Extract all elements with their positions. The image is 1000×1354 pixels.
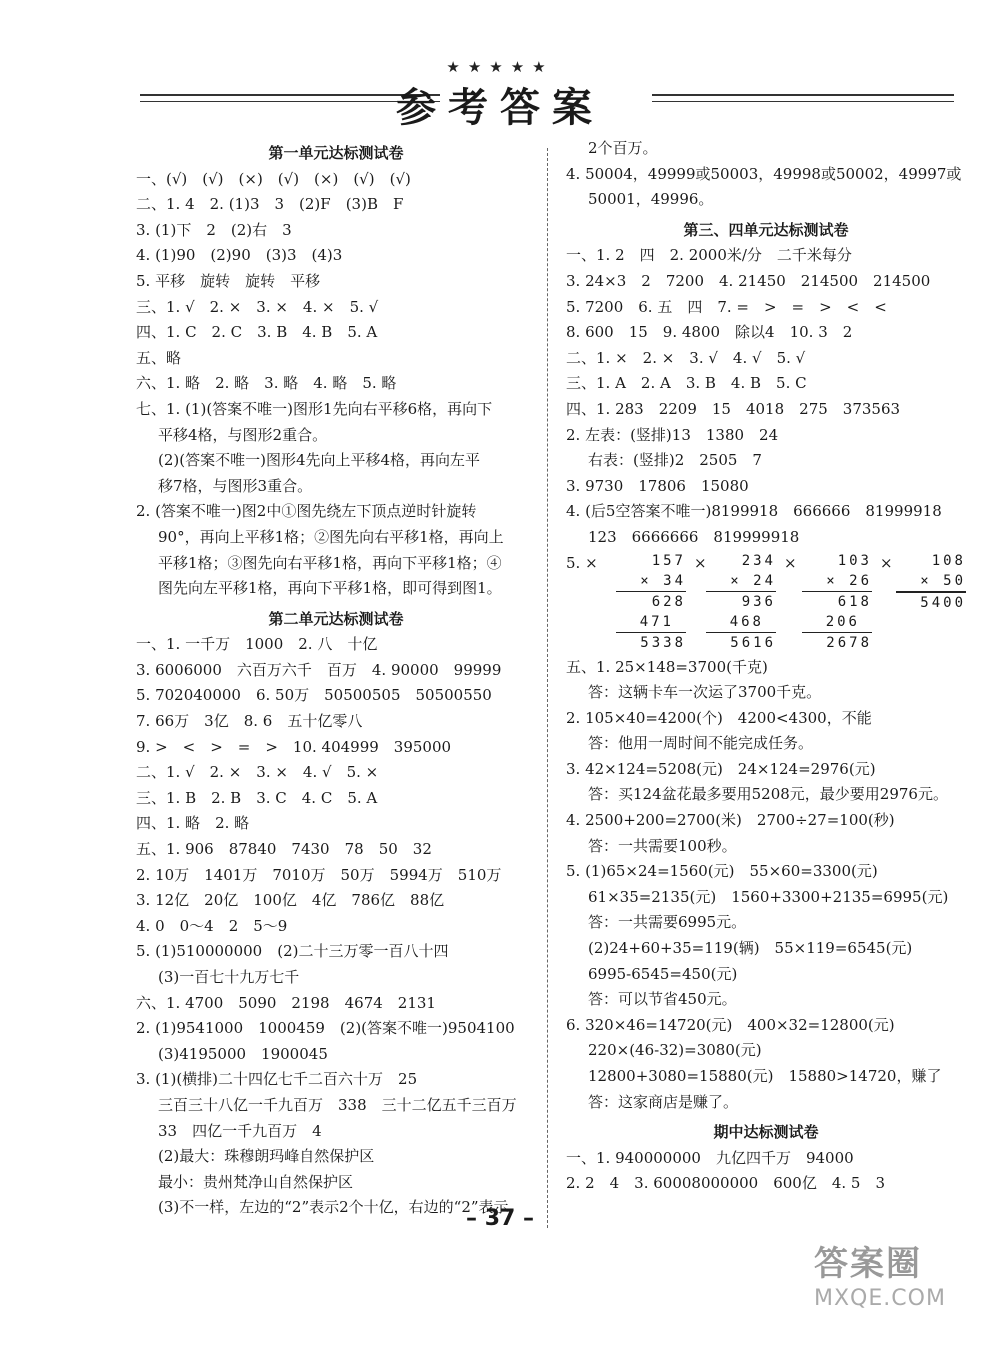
- right-column: [566, 136, 966, 1197]
- product: 5338: [640, 634, 686, 651]
- multiplicand: 157: [651, 552, 686, 569]
- answer-line: 2. (1)9541000 1000459 (2)(答案不唯一)9504100: [136, 1019, 515, 1038]
- page-header: [0, 58, 1000, 138]
- product: 2678: [826, 634, 872, 651]
- partial-product: 468: [706, 612, 776, 633]
- unit1-answers: [136, 167, 536, 602]
- section-title-midterm: 期中达标测试卷: [713, 1123, 819, 1142]
- section-title-unit2: 第二单元达标测试卷: [268, 609, 404, 628]
- answer-line: 3. 6006000 六百万六千 百万 4. 90000 99999: [136, 660, 502, 679]
- mult-lead: 5. ×: [566, 553, 598, 572]
- answer-line: 三、1. √ 2. × 3. × 4. × 5. √: [136, 297, 379, 316]
- multiplier: × 50: [896, 571, 966, 592]
- answer-line: 答：一共需要100秒。: [588, 836, 737, 855]
- answer-line: 4. (1)90 (2)90 (3)3 (4)3: [136, 246, 343, 265]
- multiplicand: 103: [837, 552, 872, 569]
- answer-line: 三百三十八亿一千九百万 338 三十二亿五千三百万: [158, 1095, 517, 1114]
- answer-line: 2. (答案不唯一)图2中①图先绕左下顶点逆时针旋转: [136, 502, 477, 521]
- answer-line: 一、1. 2 四 2. 2000米/分 二千米每分: [566, 246, 852, 265]
- answer-line: 四、1. 283 2209 15 4018 275 373563: [566, 399, 901, 418]
- answer-line: 2. 10万 1401万 7010万 50万 5994万 510万: [136, 865, 502, 884]
- partial-product: 936: [741, 593, 776, 610]
- column-divider: [547, 148, 548, 1228]
- answer-line: 123 6666666 819999918: [588, 527, 800, 546]
- answer-line: 2. 左表：(竖排)13 1380 24: [566, 425, 779, 444]
- unit34-answers: [566, 243, 966, 550]
- answer-line: 4. 50004，49999或50003，49998或50002，49997或: [566, 164, 962, 183]
- answer-line: 90°，再向上平移1格；②图先向右平移1格，再向上: [158, 527, 504, 546]
- answer-line: 答：可以节省450元。: [588, 990, 737, 1009]
- section-title-unit34: 第三、四单元达标测试卷: [683, 220, 849, 239]
- answer-line: 5. (1)65×24=1560(元) 55×60=3300(元): [566, 862, 878, 881]
- watermark-url: MXQE.COM: [814, 1286, 946, 1311]
- multiplier: × 26: [802, 571, 872, 592]
- answer-line: 2. 2 4 3. 60008000000 600亿 4. 5 3: [566, 1174, 886, 1193]
- unit2-answers: [136, 632, 536, 1221]
- answer-line: 平移4格，与图形2重合。: [158, 425, 328, 444]
- answer-line: 4. (后5空答案不唯一)8199918 666666 81999918: [566, 502, 942, 521]
- page-number: – 37 –: [466, 1206, 534, 1231]
- answer-line: 6. 320×46=14720(元) 400×32=12800(元): [566, 1015, 895, 1034]
- answer-line: 三、1. B 2. B 3. C 4. C 5. A: [136, 788, 378, 807]
- partial-product: 206: [802, 612, 872, 633]
- answer-line: 2个百万。: [588, 139, 658, 157]
- answer-line: 五、1. 25×148=3700(千克): [566, 657, 768, 676]
- answer-line: 答：他用一周时间不能完成任务。: [588, 734, 814, 753]
- answer-line: 9. > < > = > 10. 404999 395000: [136, 737, 452, 756]
- partial-product: 618: [837, 593, 872, 610]
- answer-line: 答：这家商店是赚了。: [588, 1092, 739, 1111]
- vertical-multiplication: [896, 551, 966, 613]
- multiplier: × 24: [706, 571, 776, 592]
- answer-line: 六、1. 略 2. 略 3. 略 4. 略 5. 略: [136, 374, 397, 393]
- answer-line: 答：这辆卡车一次运了3700千克。: [588, 683, 822, 702]
- product: 5616: [730, 634, 776, 651]
- answer-line: 5. 702040000 6. 50万 50500505 50500550: [136, 686, 492, 705]
- site-watermark: [814, 1236, 984, 1326]
- header-rule-right: [652, 94, 954, 102]
- answer-line: 3. (1)(横排)二十四亿七千二百六十万 25: [136, 1070, 418, 1089]
- section-title-unit1: 第一单元达标测试卷: [268, 144, 404, 162]
- answer-line: 5. (1)510000000 (2)二十三万零一百八十四: [136, 942, 449, 961]
- answer-line: (2)最大：珠穆朗玛峰自然保护区: [158, 1147, 375, 1166]
- answer-line: 六、1. 4700 5090 2198 4674 2131: [136, 993, 436, 1012]
- answer-line: 12800+3080=15880(元) 15880>14720，赚了: [588, 1067, 942, 1085]
- answer-line: 4. 2500+200=2700(米) 2700÷27=100(秒): [566, 811, 895, 830]
- watermark-logo: 答案圈: [814, 1244, 922, 1284]
- answer-line: 一、1. 一千万 1000 2. 八 十亿: [136, 635, 378, 654]
- answer-line: 4. 0 0～4 2 5～9: [136, 916, 288, 935]
- unit2-answers-continued: [566, 136, 966, 213]
- answer-line: 2. 105×40=4200(个) 4200<4300，不能: [566, 708, 872, 727]
- answer-line: 平移1格；③图先向右平移1格，再向下平移1格；④: [158, 553, 502, 572]
- answer-line: 二、1. × 2. × 3. √ 4. √ 5. √: [566, 348, 806, 367]
- page-title: 参考答案: [396, 85, 604, 131]
- vertical-multiplication-block: [566, 551, 966, 655]
- multiplicand: 234: [741, 552, 776, 569]
- answer-line: 一、1. 940000000 九亿四千万 94000: [566, 1148, 854, 1167]
- answer-line: 答：一共需要6995元。: [588, 913, 747, 932]
- midterm-answers: [566, 1146, 966, 1197]
- answer-line: 7. 66万 3亿 8. 6 五十亿零八: [136, 712, 363, 731]
- answer-line: 6995-6545=450(元): [588, 964, 738, 983]
- answer-line: 二、1. √ 2. × 3. × 4. √ 5. ×: [136, 763, 379, 782]
- answer-line: 3. 9730 17806 15080: [566, 476, 749, 495]
- answer-line: 四、1. C 2. C 3. B 4. B 5. A: [136, 323, 378, 342]
- wrong-mark: ×: [880, 553, 893, 572]
- answer-line: 5. 7200 6. 五 四 7. = > = > < <: [566, 297, 887, 316]
- answer-line: 5. 平移 旋转 旋转 平移: [136, 271, 321, 290]
- answer-line: (3)不一样，左边的“2”表示2个十亿，右边的“2”表示: [158, 1198, 509, 1217]
- vertical-multiplication: [802, 551, 872, 653]
- answer-line: 3. 12亿 20亿 100亿 4亿 786亿 88亿: [136, 891, 445, 910]
- answer-line: (2)24+60+35=119(辆) 55×119=6545(元): [588, 939, 913, 958]
- answer-line: 61×35=2135(元) 1560+3300+2135=6995(元): [588, 887, 949, 906]
- answer-line: 移7格，与图形3重合。: [158, 476, 313, 495]
- answer-line: (3)4195000 1900045: [158, 1044, 328, 1063]
- star-ornament: ★★★★★: [446, 58, 554, 76]
- answer-line: (3)一百七十九万七千: [158, 968, 300, 986]
- answer-line: 3. 42×124=5208(元) 24×124=2976(元): [566, 759, 876, 778]
- answer-line: 220×(46-32)=3080(元): [588, 1041, 762, 1060]
- answer-line: 二、1. 4 2. (1)3 3 (2)F (3)B F: [136, 195, 404, 214]
- answer-line: 五、略: [136, 348, 182, 367]
- answer-line: 图先向左平移1格，再向下平移1格，即可得到图1。: [158, 579, 502, 598]
- answer-line: 五、1. 906 87840 7430 78 50 32: [136, 840, 432, 859]
- answer-line: 33 四亿一千九百万 4: [158, 1121, 322, 1140]
- answer-line: 右表：(竖排)2 2505 7: [588, 451, 762, 470]
- left-column: [136, 136, 536, 1221]
- answer-line: 七、1. (1)(答案不唯一)图形1先向右平移6格，再向下: [136, 399, 493, 418]
- partial-product: 5400: [896, 592, 966, 613]
- partial-product: 471: [616, 612, 686, 633]
- answer-line: 3. 24×3 2 7200 4. 21450 214500 214500: [566, 271, 931, 290]
- answer-line: 四、1. 略 2. 略: [136, 814, 250, 833]
- answer-line: 三、1. A 2. A 3. B 4. B 5. C: [566, 374, 807, 393]
- wrong-mark: ×: [694, 553, 707, 572]
- multiplier: × 34: [616, 571, 686, 592]
- answer-line: 50001，49996。: [588, 190, 714, 209]
- answer-line: 答：买124盆花最多要用5208元，最少要用2976元。: [588, 785, 948, 804]
- partial-product: 628: [651, 593, 686, 610]
- answer-line: 3. (1)下 2 (2)右 3: [136, 220, 292, 239]
- vertical-multiplication: [706, 551, 776, 653]
- wrong-mark: ×: [784, 553, 797, 572]
- answer-line: 8. 600 15 9. 4800 除以4 10. 3 2: [566, 323, 853, 342]
- answer-line: (2)(答案不唯一)图形4先向上平移4格，再向左平: [158, 451, 481, 470]
- vertical-multiplication: [616, 551, 686, 653]
- answer-line: 最小：贵州梵净山自然保护区: [158, 1172, 354, 1191]
- unit34-word-problems: [566, 655, 966, 1116]
- answer-line: 一、(√) (√) (×) (√) (×) (√) (√): [136, 169, 411, 188]
- multiplicand: 108: [931, 552, 966, 569]
